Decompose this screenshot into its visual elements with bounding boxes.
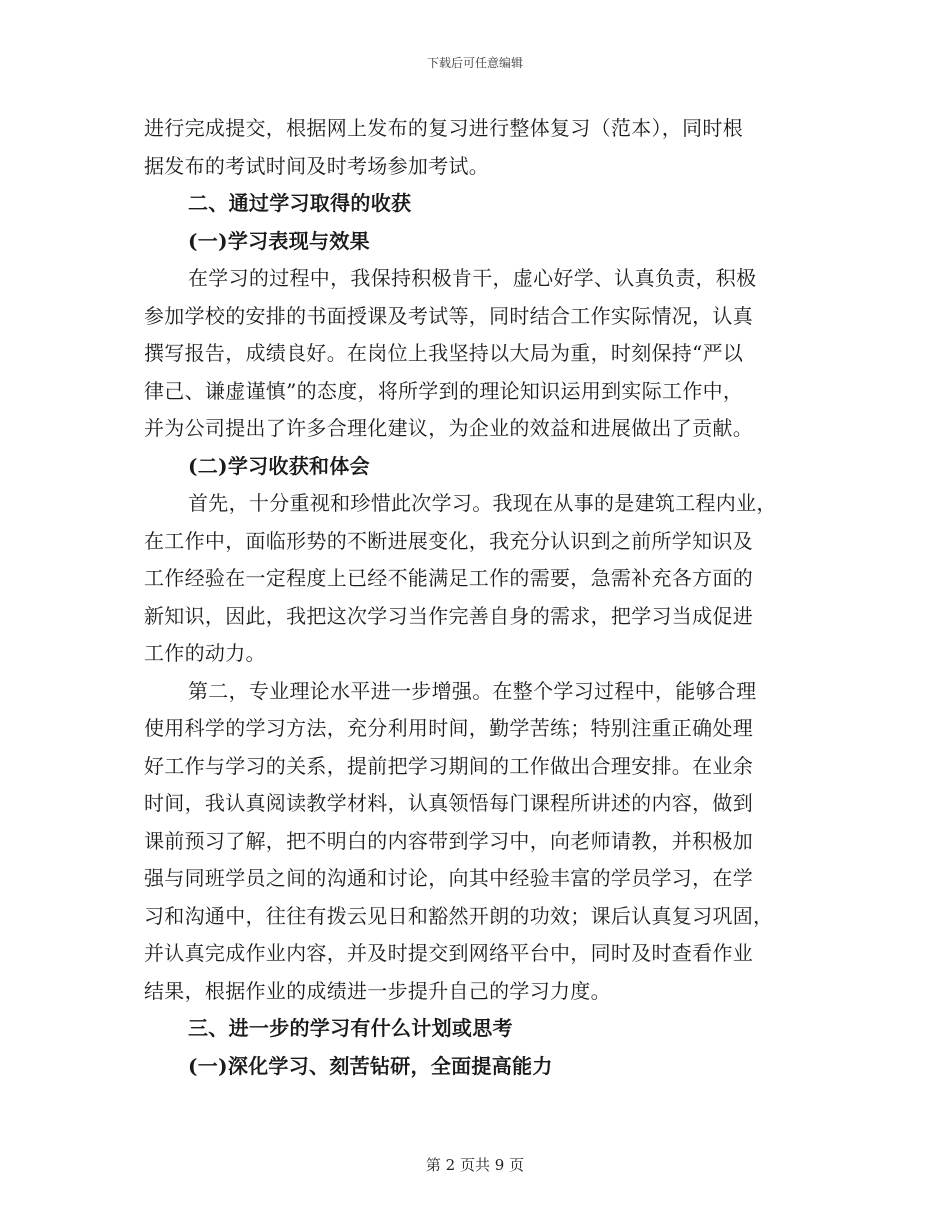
- paragraph-line: 律己、谦虚谨慎”的态度，将所学到的理论知识运用到实际工作中，: [144, 378, 744, 403]
- page-footer: 第 2 页共 9 页: [425, 1156, 525, 1174]
- paragraph-line: 习和沟通中，往往有拨云见日和豁然开朗的功效；课后认真复习巩固，: [144, 903, 774, 928]
- paragraph-line: 结果，根据作业的成绩进一步提升自己的学习力度。: [144, 978, 611, 1003]
- paragraph-line: 参加学校的安排的书面授课及考试等，同时结合工作实际情况，认真: [144, 303, 753, 328]
- document-body: [144, 110, 804, 1085]
- subsection-heading: (一)学习表现与效果: [188, 228, 370, 253]
- subsection-heading: (一)深化学习、刻苦钻研，全面提高能力: [188, 1053, 553, 1078]
- paragraph-line: 使用科学的学习方法，充分利用时间，勤学苦练；特别注重正确处理: [144, 716, 753, 740]
- paragraph-line: 撰写报告，成绩良好。在岗位上我坚持以大局为重，时刻保持“严以: [144, 341, 744, 365]
- paragraph-line: 首先，十分重视和珍惜此次学习。我现在从事的是建筑工程内业，: [188, 491, 777, 515]
- paragraph-line: 在工作中，面临形势的不断进展变化，我充分认识到之前所学知识及: [144, 528, 753, 553]
- paragraph-line: 工作的动力。: [144, 641, 266, 665]
- section-heading: 三、进一步的学习有什么计划或思考: [188, 1016, 513, 1040]
- paragraph-line: 第二，专业理论水平进一步增强。在整个学习过程中，能够合理: [188, 678, 757, 703]
- paragraph-line: 并为公司提出了许多合理化建议，为企业的效益和进展做出了贡献。: [144, 416, 753, 440]
- paragraph-line: 好工作与学习的关系，提前把学习期间的工作做出合理安排。在业余: [144, 753, 753, 778]
- section-heading: 二、通过学习取得的收获: [188, 191, 412, 215]
- paragraph-line: 并认真完成作业内容，并及时提交到网络平台中，同时及时查看作业: [144, 941, 753, 965]
- paragraph-line: 据发布的考试时间及时考场参加考试。: [144, 153, 490, 178]
- subsection-heading: (二)学习收获和体会: [188, 453, 370, 478]
- page-header: 下载后可任意编辑: [426, 56, 523, 70]
- paragraph-line: 时间，我认真阅读教学材料，认真领悟每门课程所讲述的内容，做到: [144, 791, 753, 815]
- paragraph-line: 在学习的过程中，我保持积极肯干，虚心好学、认真负责，积极: [188, 266, 757, 290]
- paragraph-line: 新知识，因此，我把这次学习当作完善自身的需求，把学习当成促进: [144, 603, 753, 628]
- paragraph-line: 工作经验在一定程度上已经不能满足工作的需要，急需补充各方面的: [144, 566, 753, 590]
- paragraph-line: 课前预习了解，把不明白的内容带到学习中，向老师请教，并积极加: [144, 828, 753, 853]
- paragraph-line: 进行完成提交，根据网上发布的复习进行整体复习（范本），同时根: [144, 116, 743, 140]
- paragraph-line: 强与同班学员之间的沟通和讨论，向其中经验丰富的学员学习，在学: [144, 866, 753, 890]
